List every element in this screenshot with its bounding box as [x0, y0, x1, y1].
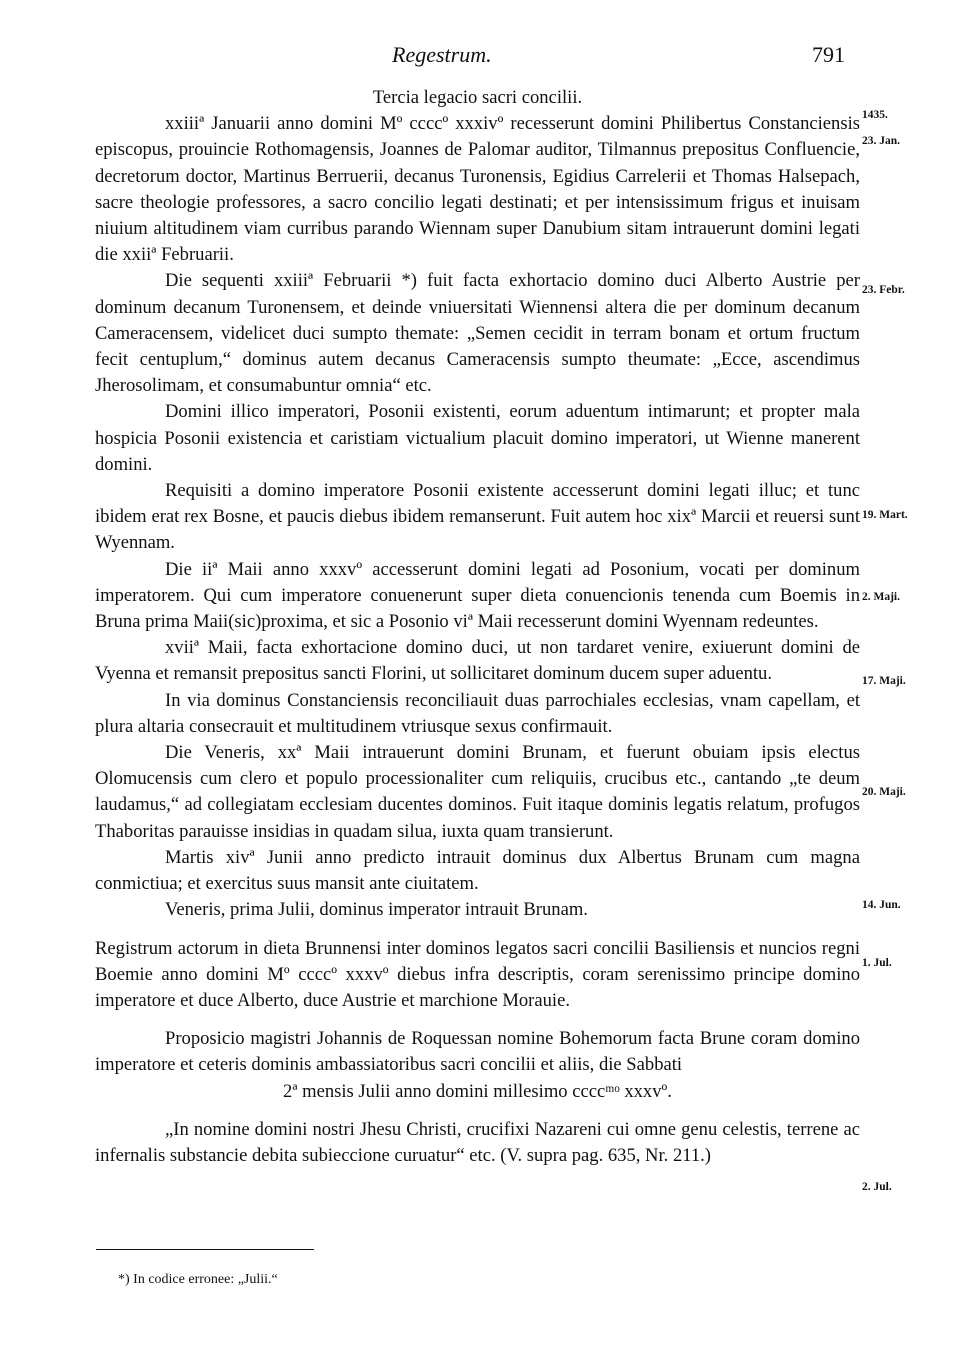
- margin-note-jun: 14. Jun.: [862, 899, 901, 911]
- paragraph-2: Die sequenti xxiiiª Februarii *) fuit facta exhortacio domino duci Alberto Austrie per dominum decanum Turonensem, et deinde vniuersitati Wiennensi altera die per dominum decanum Cameracensem, videlicet duci sumpto themate: „Semen cecidit in terram bonam et ortum fructum fecit centuplum,“ dominus autem decanus Cameracensis sumpto theumate: „Ecce, ascendimus Jherosolimam, et consumabuntur omnia“ etc.: [95, 270, 860, 397]
- paragraph-1: xxiiiª Januarii anno domini Mº ccccº xxxivº recesserunt domini Philibertus Constanciensis episcopus, prouincie Rothomagensis, Joannes de Palomar auditor, Tilmannus prepositus Confluencie, decretorum doctor, Martinus Berruerii, decanus Turonensis, Egidius Carrelerii et Thomas Halsepach, sacre theologie professores, a sacro concilio legati destinati; et per intensissimum frigus et inuisam niuium altitudinem viam curribus parando Wiennam super Danubium sitam intrauerunt domini legati die xxiiª Februarii.: [95, 113, 860, 266]
- margin-note-mart: 19. Mart.: [862, 509, 908, 521]
- main-text: [95, 85, 860, 1169]
- proposicio-date-line: 2ª mensis Julii anno domini millesimo ccccᵐᵒ xxxvº.: [283, 1080, 672, 1102]
- page-number: 791: [812, 42, 845, 67]
- paragraph-3: Domini illico imperatori, Posonii existenti, eorum aduentum intimarunt; et propter mala hospicia Posonii existencia et caristiam victualium placuit domino imperatori, ut Wienne manerent domini.: [95, 401, 860, 475]
- paragraph-10: Veneris, prima Julii, dominus imperator intrauit Brunam.: [165, 899, 588, 921]
- margin-note-jan: 23. Jan.: [862, 135, 901, 147]
- margin-note-maji-17: 17. Maji.: [862, 675, 906, 687]
- margin-note-jul-1: 1. Jul.: [862, 957, 892, 969]
- paragraph-9: Martis xivª Junii anno predicto intrauit dominus dux Albertus Brunam cum magna conmictiua; et exercitus suus mansit ante ciuitatem.: [95, 846, 860, 895]
- footnote-divider: [96, 1249, 314, 1250]
- paragraph-4: Requisiti a domino imperatore Posonii existente accesserunt domini legati illuc; et tunc ibidem erat rex Bosne, et paucis diebus ibidem remanserunt. Fuit autem hoc xixª Marcii et reuersi sunt Wyennam.: [95, 480, 860, 554]
- margin-note-jul-2: 2. Jul.: [862, 1181, 892, 1193]
- margin-note-maji-2: 2. Maji.: [862, 591, 901, 603]
- paragraph-6: xviiª Maii, facta exhortacione domino duci, ut non tardaret venire, exiuerunt domini de Vyenna et remansit prepositus sancti Florini, ut sollicitaret dominum ducem super aduentu.: [95, 637, 860, 685]
- running-title: Regestrum.: [392, 42, 492, 67]
- margin-note-maji-20: 20. Maji.: [862, 786, 906, 798]
- page-header: [0, 42, 960, 82]
- section-heading: Tercia legacio sacri concilii.: [372, 87, 583, 108]
- paragraph-8: Die Veneris, xxª Maii intrauerunt domini Brunam, et fuerunt obuiam ipsis electus Olomucensis cum clero et populo processionaliter cum reliquiis, crucibus etc., cantando „te deum laudamus,“ ad collegiatam ecclesiam ducentes dominos. Fuit itaque dominis legatis relatum, profugos Thaboritas parauisse insidias in quadam silua, iuxta quam transierunt.: [95, 742, 860, 842]
- proposicio-paragraph: Proposicio magistri Johannis de Roquessan nomine Bohemorum facta Brune coram domino imperatore et ceteris dominis ambassiatoribus sacri concilii et aliis, die Sabbati: [95, 1028, 860, 1076]
- paragraph-7: In via dominus Constanciensis reconciliauit duas parrochiales ecclesias, vnam capellam, et plura altaria consecrauit et multitudinem vtriusque sexus confirmauit.: [95, 689, 860, 737]
- quote-paragraph: „In nomine domini nostri Jhesu Christi, crucifixi Nazareni cui omne genu celestis, terrene ac infernalis substancie debita subieccione curuatur“ etc. (V. supra pag. 635, Nr. 211.): [95, 1118, 860, 1166]
- register-paragraph: Registrum actorum in dieta Brunnensi inter dominos legatos sacri concilii Basiliensis et nuncios regni Boemie anno domini Mº ccccº xxxvº diebus infra descriptis, coram serenissimo principe domino imperatore et duce Alberto, duce Austrie et marchione Morauie.: [95, 937, 860, 1011]
- margin-note-year: 1435.: [862, 109, 888, 121]
- margin-note-febr: 23. Febr.: [862, 284, 905, 296]
- paragraph-5: Die iiª Maii anno xxxvº accesserunt domini legati ad Posonium, vocati per dominum imperatorem. Qui cum imperatore conuenerunt super dieta conuencionis tenenda cum Boemis in Bruna prima Maii(sic)proxima, et sic a Posonio viª Maii recesserunt domini Wyennam redeuntes.: [95, 558, 860, 633]
- footnote: *) In codice erronee: „Julii.“: [118, 1272, 278, 1287]
